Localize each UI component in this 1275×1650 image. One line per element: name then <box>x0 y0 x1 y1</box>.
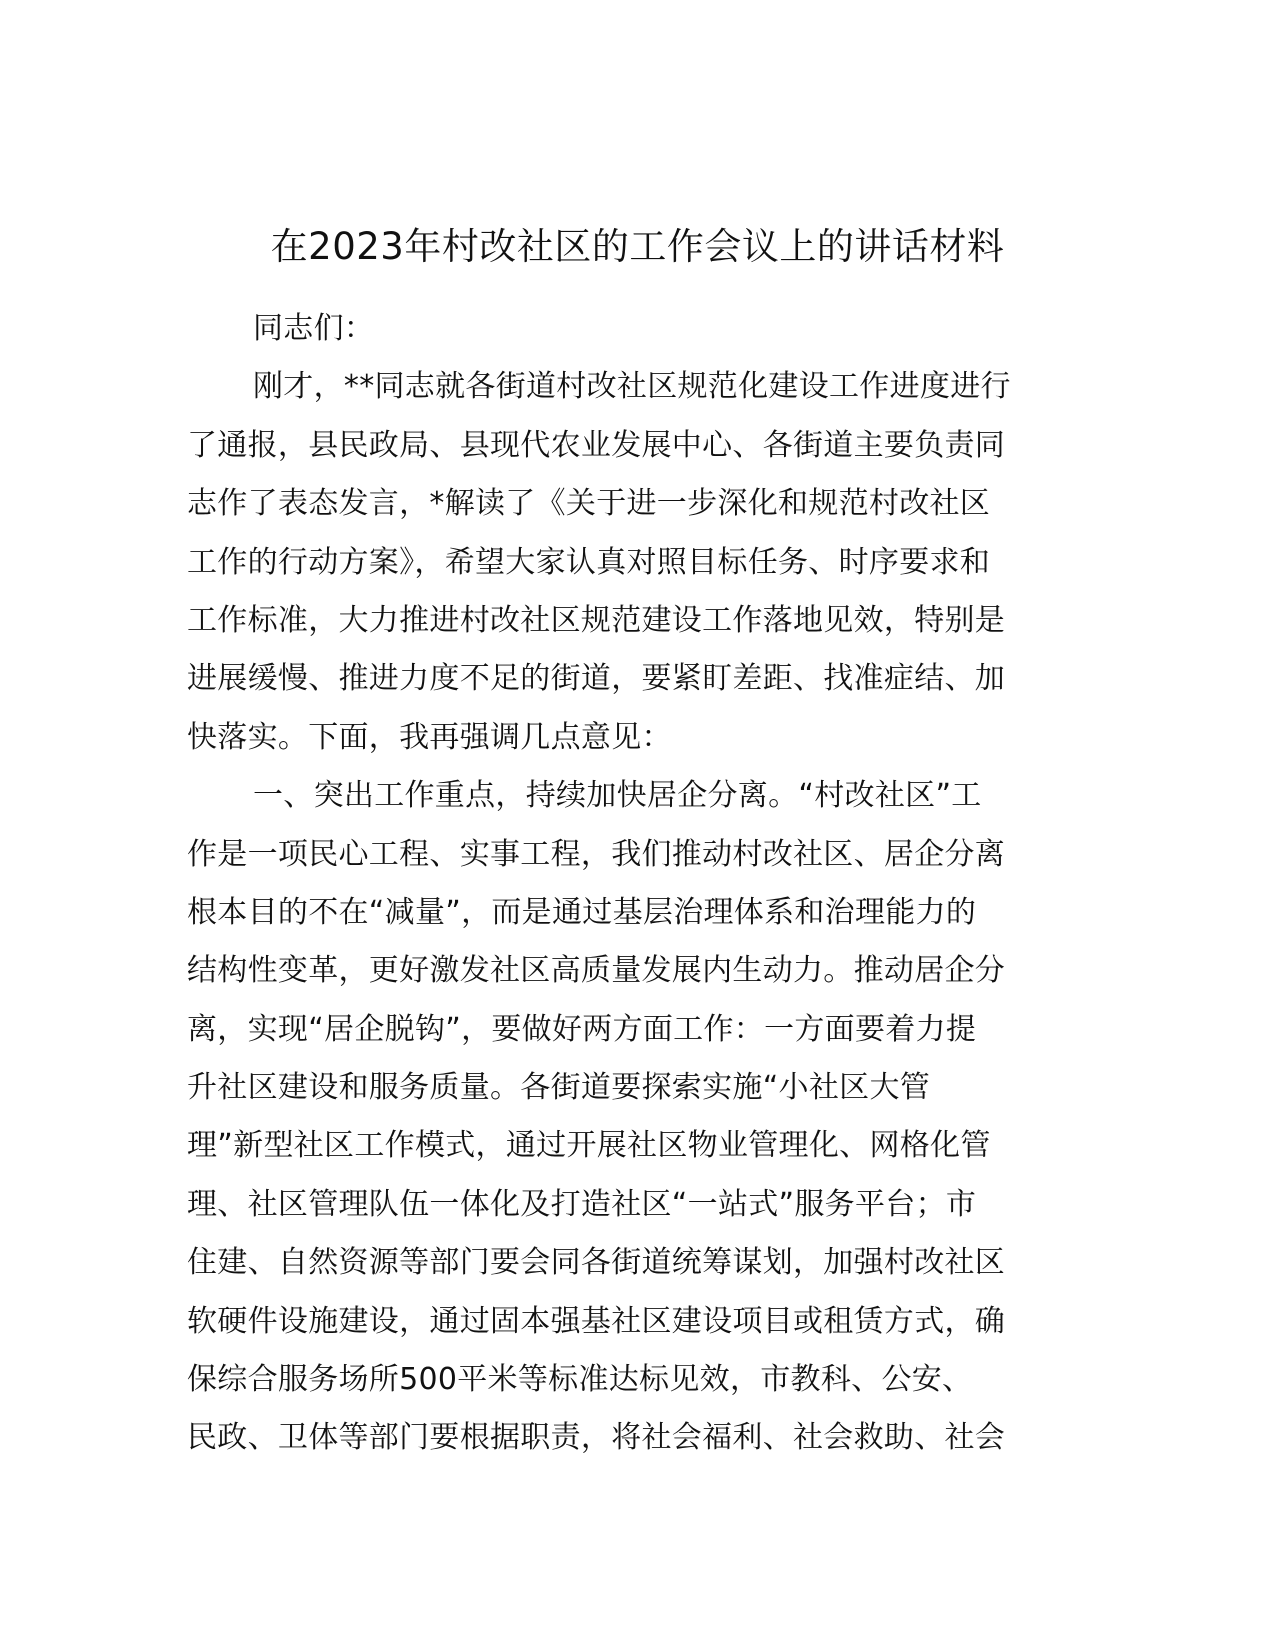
document-title: 在2023年村改社区的工作会议上的讲话材料 <box>270 225 1005 268</box>
paragraph-1 <box>187 358 1087 767</box>
text-line: 工作的行动方案》，希望大家认真对照目标任务、时序要求和 <box>187 544 991 580</box>
text-line: 了通报，县民政局、县现代农业发展中心、各街道主要负责同 <box>187 427 1006 463</box>
document-body <box>187 300 1087 1468</box>
text-line: 志作了表态发言，*解读了《关于进一步深化和规范村改社区 <box>187 486 991 522</box>
text-line: 升社区建设和服务质量。各街道要探索实施“小社区大管 <box>187 1070 931 1106</box>
text-line: 一、突出工作重点，持续加快居企分离。“村改社区”工 <box>253 778 982 814</box>
text-line: 工作标准，大力推进村改社区规范建设工作落地见效，特别是 <box>187 602 1006 638</box>
text-line: 保综合服务场所500平米等标准达标见效，市教科、公安、 <box>187 1362 973 1398</box>
text-line: 软硬件设施建设，通过固本强基社区建设项目或租赁方式，确 <box>187 1303 1006 1339</box>
text-line: 进展缓慢、推进力度不足的街道，要紧盯差距、找准症结、加 <box>187 661 1006 697</box>
text-line: 住建、自然资源等部门要会同各街道统筹谋划，加强村改社区 <box>187 1245 1006 1281</box>
text-line: 刚才，**同志就各街道村改社区规范化建设工作进度进行 <box>253 369 1011 405</box>
text-line: 离，实现“居企脱钩”，要做好两方面工作：一方面要着力提 <box>187 1011 977 1047</box>
text-line: 理”新型社区工作模式，通过开展社区物业管理化、网格化管 <box>187 1128 991 1164</box>
text-line: 快落实。下面，我再强调几点意见： <box>187 719 672 755</box>
text-line: 结构性变革，更好激发社区高质量发展内生动力。推动居企分 <box>187 953 1006 989</box>
greeting-line: 同志们： <box>253 311 375 346</box>
text-line: 理、社区管理队伍一体化及打造社区“一站式”服务平台；市 <box>187 1186 977 1222</box>
text-line: 根本目的不在“减量”，而是通过基层治理体系和治理能力的 <box>187 894 977 930</box>
text-line: 作是一项民心工程、实事工程，我们推动村改社区、居企分离 <box>187 836 1006 872</box>
paragraph-2 <box>187 767 1087 1468</box>
text-line: 民政、卫体等部门要根据职责，将社会福利、社会救助、社会 <box>187 1420 1006 1456</box>
